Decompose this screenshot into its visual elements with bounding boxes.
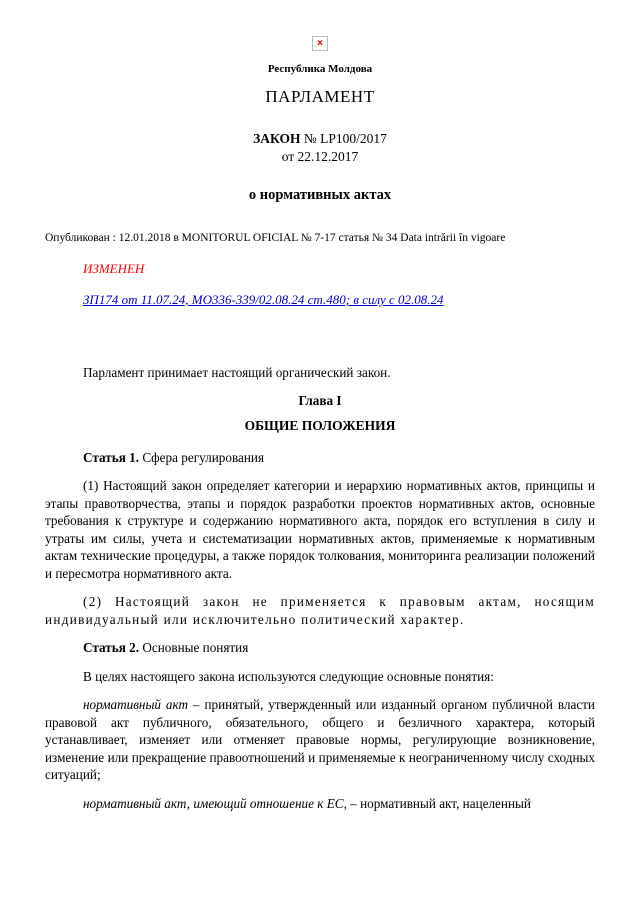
definition-eu-related-act	[45, 795, 595, 813]
definition-normative-act-text: – принятый, утвержденный или изданный органом публичной власти правовой акт публичного, обязательного, общего и безличного характера, который устанавливает, изменяет или отменяет правовые нормы, регулирующие возникновение, изменение или прекращение правоотношений и применяемые к неограниченному числу сходных ситуаций;	[45, 697, 595, 782]
article-2-heading	[45, 639, 595, 657]
definition-eu-related-act-text: – нормативный акт, нацеленный	[346, 795, 531, 811]
article-2-title: Основные понятия	[139, 640, 249, 655]
document-header	[45, 36, 595, 204]
definition-normative-act-term: нормативный акт	[83, 697, 189, 712]
amended-status: ИЗМЕНЕН	[83, 261, 145, 276]
definition-eu-related-act-term: нормативный акт, имеющий отношение к ЕС,	[83, 795, 347, 811]
law-number: № LP100/2017	[300, 131, 387, 146]
article-1-heading	[45, 449, 595, 467]
article-1-title: Сфера регулирования	[139, 449, 265, 465]
document-title: о нормативных актах	[248, 187, 392, 203]
law-date: от 22.12.2017	[281, 149, 359, 164]
chapter-title: ОБЩИЕ ПОЛОЖЕНИЯ	[244, 417, 396, 433]
institution-name: ПАРЛАМЕНТ	[265, 87, 375, 106]
published-line: Опубликован : 12.01.2018 в MONITORUL OFICIAL № 7-17 статья № 34 Data intrării în vigoare	[45, 232, 506, 244]
amendment-link-line	[83, 292, 595, 308]
article-1-para-2: (2) Настоящий закон не применяется к правовым актам, носящим индивидуальный или исключительно политический характер.	[45, 594, 595, 627]
amendment-link[interactable]: ЗП174 от 11.07.24, MO336-339/02.08.24 ст.480; в силу с 02.08.24	[83, 292, 444, 307]
broken-image-x-glyph: ×	[317, 38, 323, 49]
broken-image-icon	[312, 36, 328, 51]
article-1-label: Статья 1.	[83, 449, 140, 465]
article-2-label: Статья 2.	[83, 640, 140, 655]
law-number-line	[45, 131, 595, 147]
preamble: Парламент принимает настоящий органический закон.	[83, 365, 391, 380]
article-1-para-1: (1) Настоящий закон определяет категории и иерархию нормативных актов, принципы и этапы правотворчества, этапы и порядок разработки проектов нормативных актов, основные требования к структуре и содержанию нормативного акта, порядок его вступления в силу и утраты им силы, учета и систематизации нормативных актов, применяемые к нормативным актам технические процедуры, а также порядок толкования, мониторинга реализации положений и пересмотра нормативного акта.	[45, 478, 595, 581]
country-name: Республика Молдова	[267, 63, 373, 75]
chapter-label: Глава I	[298, 392, 342, 408]
article-2-intro: В целях настоящего закона используются следующие основные понятия:	[83, 668, 494, 684]
law-label: ЗАКОН	[253, 131, 301, 146]
definition-normative-act	[45, 696, 595, 784]
